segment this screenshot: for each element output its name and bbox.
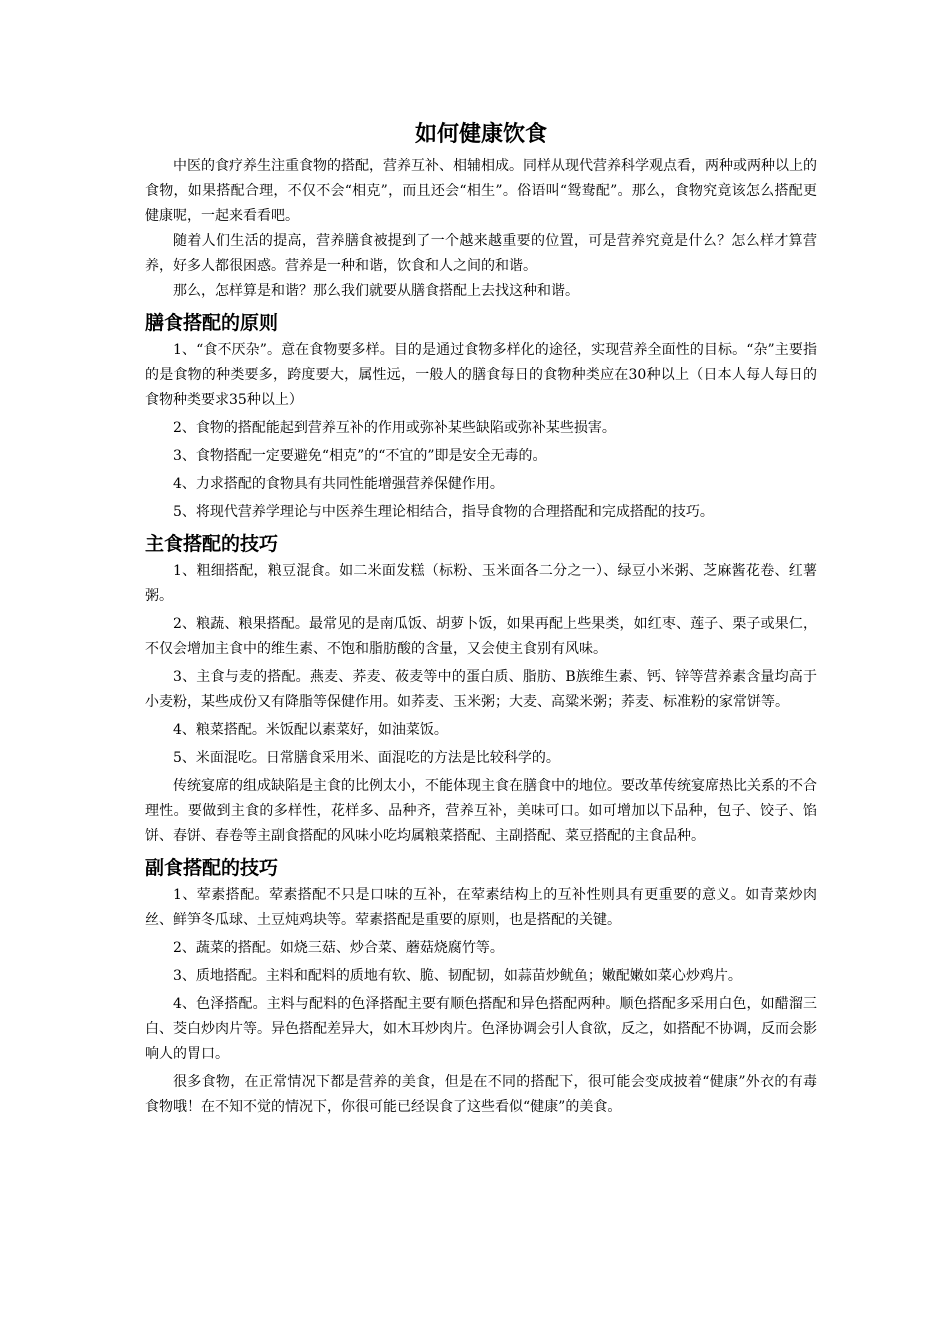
section-paragraph: 很多食物，在正常情况下都是营养的美食，但是在不同的搭配下，很可能会变成披着“健康”外衣的有毒食物哦！在不知不觉的情况下，你很可能已经误食了这些看似“健康”的美食。 (145, 1074, 817, 1115)
section-paragraph: 传统宴席的组成缺陷是主食的比例太小，不能体现主食在膳食中的地位。要改革传统宴席热比关系的不合理性。要做到主食的多样性，花样多、品种齐，营养互补，美味可口。如可增加以下品种，包子、饺子、馅饼、春饼、春卷等主副食搭配的风味小吃均属粮菜搭配、主副搭配、菜豆搭配的主食品种。 (145, 778, 817, 844)
document-title: 如何健康饮食 (414, 122, 547, 147)
section-paragraph: 3、质地搭配。主料和配料的质地有软、脆、韧配韧，如蒜苗炒鱿鱼；嫩配嫩如菜心炒鸡片。 (173, 968, 742, 984)
section-paragraph: 4、粮菜搭配。米饭配以素菜好，如油菜饭。 (173, 722, 448, 738)
section-heading: 主食搭配的技巧 (145, 533, 279, 555)
section-paragraph: 2、蔬菜的搭配。如烧三菇、炒合菜、蘑菇烧腐竹等。 (173, 940, 504, 956)
section-paragraph: 5、米面混吃。日常膳食采用米、面混吃的方法是比较科学的。 (173, 750, 560, 766)
section-paragraph: 3、食物搭配一定要避免“相克”的“不宜的”即是安全无毒的。 (173, 448, 547, 464)
intro-paragraph: 中医的食疗养生注重食物的搭配，营养互补、相辅相成。同样从现代营养科学观点看，两种或两种以上的食物，如果搭配合理，不仅不会“相克”，而且还会“相生”。俗语叫“鸳鸯配”。那么，食物究竟该怎么搭配更健康呢，一起来看看吧。 (145, 158, 817, 224)
section-paragraph: 1、荤素搭配。荤素搭配不只是口味的互补，在荤素结构上的互补性则具有更重要的意义。如青菜炒肉丝、鲜笋冬瓜球、土豆炖鸡块等。荤素搭配是重要的原则，也是搭配的关键。 (145, 887, 817, 928)
section-paragraph: 2、粮蔬、粮果搭配。最常见的是南瓜饭、胡萝卜饭，如果再配上些果类，如红枣、莲子、栗子或果仁，不仅会增加主食中的维生素、不饱和脂肪酸的含量，又会使主食别有风味。 (145, 616, 817, 657)
section-paragraph: 4、色泽搭配。主料与配料的色泽搭配主要有顺色搭配和异色搭配两种。顺色搭配多采用白色，如醋溜三白、茭白炒肉片等。异色搭配差异大，如木耳炒肉片。色泽协调会引人食欲，反之，如搭配不协调，反而会影响人的胃口。 (145, 996, 817, 1062)
section-heading: 膳食搭配的原则 (145, 312, 279, 334)
section-paragraph: 1、粗细搭配，粮豆混食。如二米面发糕（标粉、玉米面各二分之一）、绿豆小米粥、芝麻酱花卷、红薯粥。 (145, 563, 817, 604)
document-page (145, 118, 817, 1123)
section-paragraph: 3、主食与麦的搭配。燕麦、荞麦、莜麦等中的蛋白质、脂肪、B族维生素、钙、锌等营养素含量均高于小麦粉，某些成份又有降脂等保健作用。如荞麦、玉米粥；大麦、高粱米粥；荞麦、标准粉的家常饼等。 (145, 669, 817, 710)
section-paragraph: 4、力求搭配的食物具有共同性能增强营养保健作用。 (173, 476, 504, 492)
section-heading: 副食搭配的技巧 (145, 857, 279, 879)
section-paragraph: 1、“食不厌杂”。意在食物要多样。目的是通过食物多样化的途径，实现营养全面性的目标。“杂”主要指的是食物的种类要多，跨度要大，属性远，一般人的膳食每日的食物种类应在30种以上（日本人每人每日的食物种类要求35种以上） (145, 342, 817, 408)
section-paragraph: 2、食物的搭配能起到营养互补的作用或弥补某些缺陷或弥补某些损害。 (173, 420, 616, 436)
intro-paragraph: 那么，怎样算是和谐？那么我们就要从膳食搭配上去找这种和谐。 (173, 283, 579, 299)
section-paragraph: 5、将现代营养学理论与中医养生理论相结合，指导食物的合理搭配和完成搭配的技巧。 (173, 504, 714, 520)
intro-paragraph: 随着人们生活的提高，营养膳食被提到了一个越来越重要的位置，可是营养究竟是什么？怎么样才算营养，好多人都很困惑。营养是一种和谐，饮食和人之间的和谐。 (145, 233, 817, 274)
